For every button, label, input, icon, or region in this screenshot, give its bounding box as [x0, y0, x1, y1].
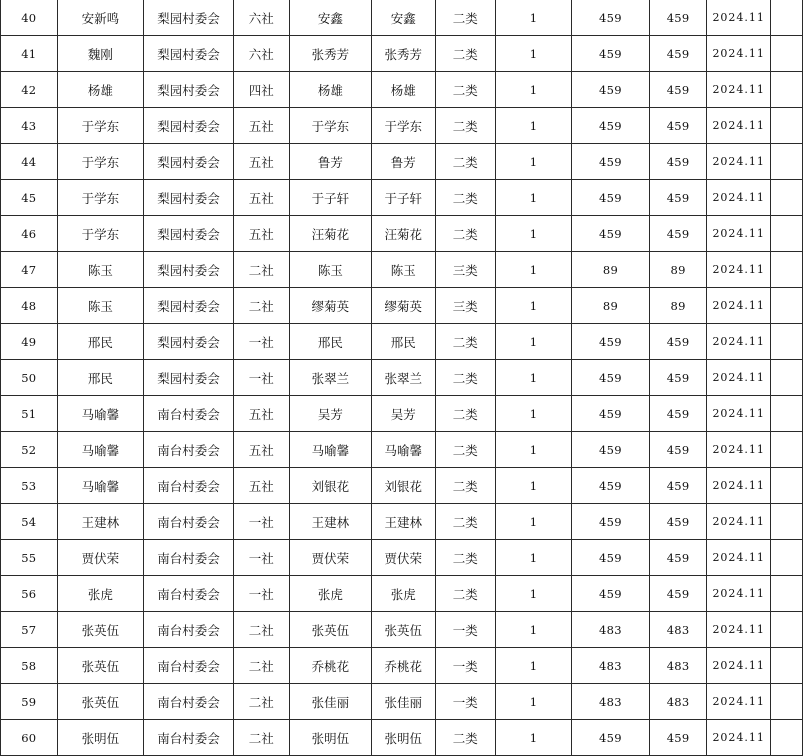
cell-member-name: 邢民 [289, 324, 371, 360]
cell-issued-amount: 483 [649, 612, 707, 648]
cell-applicant-name: 马喻馨 [57, 468, 144, 504]
cell-count: 1 [496, 180, 572, 216]
cell-group: 五社 [233, 216, 289, 252]
cell-standard-amount: 459 [572, 0, 650, 36]
cell-serial-no: 56 [1, 576, 58, 612]
cell-member-name: 张虎 [289, 576, 371, 612]
cell-member-name: 吴芳 [289, 396, 371, 432]
table-row [1, 432, 803, 468]
cell-member-name: 陈玉 [289, 252, 371, 288]
cell-member-name: 于子轩 [289, 180, 371, 216]
cell-remark [771, 36, 803, 72]
cell-serial-no: 48 [1, 288, 58, 324]
cell-count: 1 [496, 468, 572, 504]
cell-member-name: 鲁芳 [289, 144, 371, 180]
cell-village-committee: 梨园村委会 [144, 108, 234, 144]
cell-recipient-name: 王建林 [371, 504, 435, 540]
cell-village-committee: 梨园村委会 [144, 36, 234, 72]
cell-village-committee: 南台村委会 [144, 720, 234, 756]
cell-count: 1 [496, 0, 572, 36]
cell-standard-amount: 459 [572, 180, 650, 216]
table-row [1, 360, 803, 396]
cell-village-committee: 梨园村委会 [144, 360, 234, 396]
cell-remark [771, 180, 803, 216]
cell-standard-amount: 459 [572, 36, 650, 72]
cell-count: 1 [496, 504, 572, 540]
cell-village-committee: 梨园村委会 [144, 216, 234, 252]
cell-recipient-name: 邢民 [371, 324, 435, 360]
cell-remark [771, 684, 803, 720]
table-row [1, 144, 803, 180]
cell-remark [771, 72, 803, 108]
cell-group: 二社 [233, 252, 289, 288]
cell-village-committee: 梨园村委会 [144, 72, 234, 108]
cell-issue-month: 2024.11 [707, 540, 771, 576]
cell-category: 二类 [435, 0, 495, 36]
cell-applicant-name: 张英伍 [57, 612, 144, 648]
cell-issue-month: 2024.11 [707, 288, 771, 324]
cell-category: 三类 [435, 252, 495, 288]
cell-count: 1 [496, 252, 572, 288]
cell-issue-month: 2024.11 [707, 720, 771, 756]
cell-village-committee: 南台村委会 [144, 648, 234, 684]
cell-village-committee: 梨园村委会 [144, 144, 234, 180]
cell-group: 一社 [233, 324, 289, 360]
cell-category: 一类 [435, 684, 495, 720]
cell-category: 二类 [435, 324, 495, 360]
cell-member-name: 刘银花 [289, 468, 371, 504]
cell-category: 二类 [435, 360, 495, 396]
cell-member-name: 张佳丽 [289, 684, 371, 720]
cell-count: 1 [496, 576, 572, 612]
cell-applicant-name: 张虎 [57, 576, 144, 612]
cell-village-committee: 南台村委会 [144, 612, 234, 648]
table-row [1, 0, 803, 36]
cell-serial-no: 45 [1, 180, 58, 216]
table-row [1, 252, 803, 288]
cell-serial-no: 41 [1, 36, 58, 72]
cell-applicant-name: 马喻馨 [57, 432, 144, 468]
cell-serial-no: 47 [1, 252, 58, 288]
table-row [1, 108, 803, 144]
cell-group: 五社 [233, 468, 289, 504]
cell-issue-month: 2024.11 [707, 324, 771, 360]
cell-member-name: 汪菊花 [289, 216, 371, 252]
cell-standard-amount: 89 [572, 252, 650, 288]
cell-recipient-name: 于子轩 [371, 180, 435, 216]
cell-count: 1 [496, 108, 572, 144]
cell-remark [771, 144, 803, 180]
cell-member-name: 缪菊英 [289, 288, 371, 324]
table-row [1, 324, 803, 360]
cell-remark [771, 468, 803, 504]
cell-member-name: 杨雄 [289, 72, 371, 108]
cell-standard-amount: 459 [572, 468, 650, 504]
cell-applicant-name: 于学东 [57, 144, 144, 180]
cell-remark [771, 0, 803, 36]
cell-remark [771, 360, 803, 396]
cell-count: 1 [496, 432, 572, 468]
cell-category: 二类 [435, 144, 495, 180]
cell-standard-amount: 459 [572, 324, 650, 360]
cell-village-committee: 梨园村委会 [144, 324, 234, 360]
cell-issue-month: 2024.11 [707, 108, 771, 144]
cell-recipient-name: 缪菊英 [371, 288, 435, 324]
cell-count: 1 [496, 360, 572, 396]
cell-recipient-name: 于学东 [371, 108, 435, 144]
cell-serial-no: 60 [1, 720, 58, 756]
cell-category: 二类 [435, 540, 495, 576]
cell-recipient-name: 张虎 [371, 576, 435, 612]
cell-serial-no: 49 [1, 324, 58, 360]
cell-issued-amount: 459 [649, 576, 707, 612]
cell-issue-month: 2024.11 [707, 216, 771, 252]
table-row [1, 504, 803, 540]
table-row [1, 72, 803, 108]
cell-standard-amount: 483 [572, 648, 650, 684]
cell-recipient-name: 张佳丽 [371, 684, 435, 720]
cell-serial-no: 43 [1, 108, 58, 144]
cell-issue-month: 2024.11 [707, 684, 771, 720]
table-row [1, 180, 803, 216]
cell-member-name: 于学东 [289, 108, 371, 144]
cell-applicant-name: 于学东 [57, 216, 144, 252]
table-row [1, 576, 803, 612]
cell-issue-month: 2024.11 [707, 360, 771, 396]
cell-issue-month: 2024.11 [707, 576, 771, 612]
cell-category: 二类 [435, 468, 495, 504]
cell-issued-amount: 89 [649, 288, 707, 324]
cell-serial-no: 51 [1, 396, 58, 432]
table-row [1, 216, 803, 252]
cell-issued-amount: 483 [649, 648, 707, 684]
cell-standard-amount: 459 [572, 576, 650, 612]
cell-applicant-name: 魏刚 [57, 36, 144, 72]
cell-count: 1 [496, 36, 572, 72]
cell-applicant-name: 邢民 [57, 360, 144, 396]
cell-village-committee: 南台村委会 [144, 684, 234, 720]
cell-applicant-name: 陈玉 [57, 288, 144, 324]
cell-issued-amount: 459 [649, 180, 707, 216]
cell-category: 一类 [435, 648, 495, 684]
cell-issued-amount: 459 [649, 36, 707, 72]
cell-member-name: 张明伍 [289, 720, 371, 756]
cell-category: 二类 [435, 72, 495, 108]
cell-group: 五社 [233, 108, 289, 144]
cell-group: 四社 [233, 72, 289, 108]
cell-group: 五社 [233, 144, 289, 180]
table-row [1, 468, 803, 504]
cell-applicant-name: 陈玉 [57, 252, 144, 288]
cell-member-name: 张翠兰 [289, 360, 371, 396]
cell-serial-no: 57 [1, 612, 58, 648]
cell-group: 五社 [233, 432, 289, 468]
cell-issued-amount: 483 [649, 684, 707, 720]
cell-standard-amount: 459 [572, 720, 650, 756]
cell-count: 1 [496, 72, 572, 108]
cell-applicant-name: 杨雄 [57, 72, 144, 108]
cell-applicant-name: 于学东 [57, 180, 144, 216]
cell-issued-amount: 459 [649, 0, 707, 36]
cell-remark [771, 252, 803, 288]
cell-group: 五社 [233, 180, 289, 216]
cell-recipient-name: 张明伍 [371, 720, 435, 756]
cell-village-committee: 南台村委会 [144, 396, 234, 432]
cell-standard-amount: 459 [572, 360, 650, 396]
cell-issued-amount: 89 [649, 252, 707, 288]
cell-issued-amount: 459 [649, 504, 707, 540]
cell-count: 1 [496, 612, 572, 648]
cell-recipient-name: 陈玉 [371, 252, 435, 288]
cell-count: 1 [496, 144, 572, 180]
cell-group: 六社 [233, 0, 289, 36]
cell-group: 一社 [233, 540, 289, 576]
cell-issue-month: 2024.11 [707, 504, 771, 540]
cell-remark [771, 216, 803, 252]
table-body [1, 0, 803, 756]
table-row [1, 540, 803, 576]
cell-group: 一社 [233, 576, 289, 612]
cell-applicant-name: 邢民 [57, 324, 144, 360]
cell-issue-month: 2024.11 [707, 0, 771, 36]
cell-issued-amount: 459 [649, 360, 707, 396]
cell-recipient-name: 杨雄 [371, 72, 435, 108]
cell-issued-amount: 459 [649, 432, 707, 468]
cell-category: 一类 [435, 612, 495, 648]
cell-recipient-name: 安鑫 [371, 0, 435, 36]
table-row [1, 36, 803, 72]
cell-group: 二社 [233, 684, 289, 720]
cell-serial-no: 55 [1, 540, 58, 576]
cell-standard-amount: 459 [572, 540, 650, 576]
cell-issued-amount: 459 [649, 216, 707, 252]
cell-issue-month: 2024.11 [707, 468, 771, 504]
cell-remark [771, 432, 803, 468]
cell-recipient-name: 乔桃花 [371, 648, 435, 684]
cell-applicant-name: 张明伍 [57, 720, 144, 756]
cell-member-name: 乔桃花 [289, 648, 371, 684]
cell-recipient-name: 张翠兰 [371, 360, 435, 396]
cell-count: 1 [496, 684, 572, 720]
cell-group: 二社 [233, 612, 289, 648]
cell-serial-no: 42 [1, 72, 58, 108]
cell-count: 1 [496, 288, 572, 324]
cell-village-committee: 梨园村委会 [144, 0, 234, 36]
cell-member-name: 张英伍 [289, 612, 371, 648]
cell-category: 二类 [435, 504, 495, 540]
cell-village-committee: 南台村委会 [144, 540, 234, 576]
cell-issue-month: 2024.11 [707, 252, 771, 288]
cell-applicant-name: 张英伍 [57, 684, 144, 720]
table-row [1, 612, 803, 648]
cell-serial-no: 44 [1, 144, 58, 180]
cell-recipient-name: 刘银花 [371, 468, 435, 504]
cell-category: 二类 [435, 396, 495, 432]
cell-remark [771, 612, 803, 648]
cell-recipient-name: 汪菊花 [371, 216, 435, 252]
cell-serial-no: 58 [1, 648, 58, 684]
cell-category: 二类 [435, 36, 495, 72]
cell-applicant-name: 王建林 [57, 504, 144, 540]
cell-issue-month: 2024.11 [707, 180, 771, 216]
cell-group: 二社 [233, 648, 289, 684]
cell-count: 1 [496, 396, 572, 432]
cell-serial-no: 40 [1, 0, 58, 36]
table-row [1, 396, 803, 432]
cell-category: 二类 [435, 216, 495, 252]
cell-serial-no: 46 [1, 216, 58, 252]
cell-category: 二类 [435, 432, 495, 468]
cell-issued-amount: 459 [649, 72, 707, 108]
cell-category: 三类 [435, 288, 495, 324]
cell-recipient-name: 张秀芳 [371, 36, 435, 72]
cell-issued-amount: 459 [649, 540, 707, 576]
cell-serial-no: 53 [1, 468, 58, 504]
cell-standard-amount: 459 [572, 144, 650, 180]
cell-remark [771, 324, 803, 360]
cell-recipient-name: 贾伏荣 [371, 540, 435, 576]
cell-village-committee: 梨园村委会 [144, 180, 234, 216]
cell-category: 二类 [435, 720, 495, 756]
cell-member-name: 贾伏荣 [289, 540, 371, 576]
cell-recipient-name: 鲁芳 [371, 144, 435, 180]
cell-standard-amount: 483 [572, 684, 650, 720]
cell-serial-no: 54 [1, 504, 58, 540]
cell-standard-amount: 89 [572, 288, 650, 324]
cell-issue-month: 2024.11 [707, 432, 771, 468]
cell-remark [771, 720, 803, 756]
cell-count: 1 [496, 720, 572, 756]
cell-group: 二社 [233, 288, 289, 324]
cell-issue-month: 2024.11 [707, 36, 771, 72]
cell-count: 1 [496, 216, 572, 252]
cell-issued-amount: 459 [649, 108, 707, 144]
cell-recipient-name: 马喻馨 [371, 432, 435, 468]
cell-village-committee: 梨园村委会 [144, 252, 234, 288]
cell-remark [771, 504, 803, 540]
cell-remark [771, 396, 803, 432]
cell-issue-month: 2024.11 [707, 72, 771, 108]
cell-recipient-name: 吴芳 [371, 396, 435, 432]
cell-issued-amount: 459 [649, 468, 707, 504]
cell-issued-amount: 459 [649, 324, 707, 360]
cell-group: 一社 [233, 360, 289, 396]
cell-applicant-name: 于学东 [57, 108, 144, 144]
cell-group: 一社 [233, 504, 289, 540]
cell-issued-amount: 459 [649, 720, 707, 756]
cell-issue-month: 2024.11 [707, 612, 771, 648]
cell-village-committee: 南台村委会 [144, 432, 234, 468]
cell-standard-amount: 459 [572, 432, 650, 468]
cell-remark [771, 288, 803, 324]
cell-standard-amount: 459 [572, 396, 650, 432]
cell-serial-no: 59 [1, 684, 58, 720]
cell-group: 二社 [233, 720, 289, 756]
cell-remark [771, 108, 803, 144]
cell-member-name: 王建林 [289, 504, 371, 540]
cell-group: 六社 [233, 36, 289, 72]
cell-category: 二类 [435, 576, 495, 612]
cell-count: 1 [496, 540, 572, 576]
cell-serial-no: 52 [1, 432, 58, 468]
cell-village-committee: 南台村委会 [144, 576, 234, 612]
cell-recipient-name: 张英伍 [371, 612, 435, 648]
cell-member-name: 马喻馨 [289, 432, 371, 468]
cell-issue-month: 2024.11 [707, 144, 771, 180]
cell-standard-amount: 459 [572, 504, 650, 540]
table-row [1, 684, 803, 720]
cell-category: 二类 [435, 108, 495, 144]
cell-applicant-name: 马喻馨 [57, 396, 144, 432]
cell-village-committee: 梨园村委会 [144, 288, 234, 324]
cell-standard-amount: 459 [572, 216, 650, 252]
cell-issue-month: 2024.11 [707, 396, 771, 432]
cell-group: 五社 [233, 396, 289, 432]
cell-issued-amount: 459 [649, 396, 707, 432]
cell-member-name: 张秀芳 [289, 36, 371, 72]
cell-village-committee: 南台村委会 [144, 468, 234, 504]
table-row [1, 720, 803, 756]
cell-applicant-name: 张英伍 [57, 648, 144, 684]
cell-remark [771, 648, 803, 684]
cell-applicant-name: 安新鸣 [57, 0, 144, 36]
cell-remark [771, 576, 803, 612]
cell-applicant-name: 贾伏荣 [57, 540, 144, 576]
table-row [1, 288, 803, 324]
cell-village-committee: 南台村委会 [144, 504, 234, 540]
cell-member-name: 安鑫 [289, 0, 371, 36]
cell-count: 1 [496, 324, 572, 360]
cell-issue-month: 2024.11 [707, 648, 771, 684]
table-row [1, 648, 803, 684]
cell-standard-amount: 483 [572, 612, 650, 648]
cell-remark [771, 540, 803, 576]
cell-issued-amount: 459 [649, 144, 707, 180]
cell-serial-no: 50 [1, 360, 58, 396]
cell-standard-amount: 459 [572, 108, 650, 144]
cell-count: 1 [496, 648, 572, 684]
cell-category: 二类 [435, 180, 495, 216]
cell-standard-amount: 459 [572, 72, 650, 108]
